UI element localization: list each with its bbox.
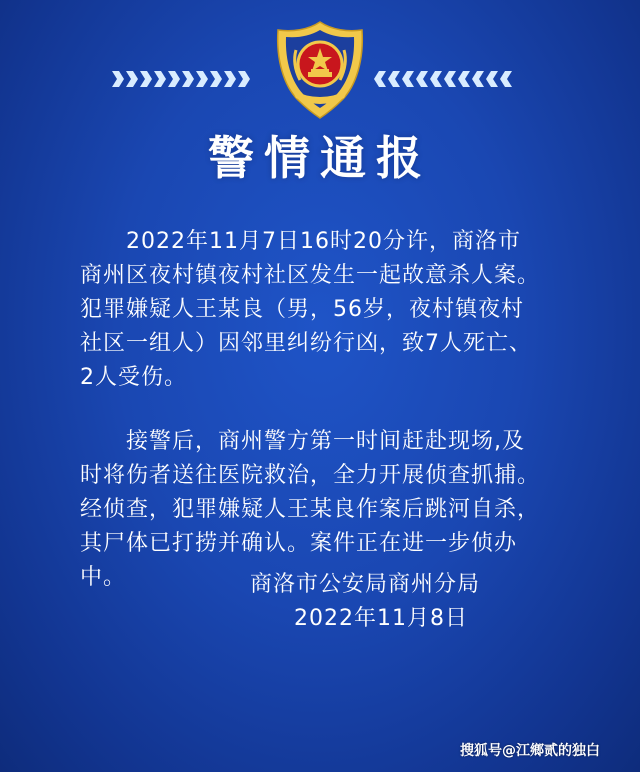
source-watermark: 搜狐号@江鄉贰的独白 bbox=[460, 743, 600, 759]
paragraph-line: 接警后，商州警方第一时间赶赴现场,及 bbox=[80, 429, 525, 454]
paragraph-line: 2人受伤。 bbox=[80, 365, 187, 390]
paragraph-line: 犯罪嫌疑人王某良（男，56岁，夜村镇夜村 bbox=[80, 297, 524, 322]
paragraph-line: 2022年11月7日16时20分许，商洛市 bbox=[80, 229, 521, 254]
paragraph-line: 时将伤者送往医院救治，全力开展侦查抓捕。 bbox=[80, 463, 541, 488]
issuing-organization: 商洛市公安局商州分局 bbox=[250, 572, 481, 597]
right-chevron-decoration bbox=[374, 69, 514, 89]
issue-date: 2022年11月8日 bbox=[294, 606, 468, 631]
paragraph-line: 商州区夜村镇夜村社区发生一起故意杀人案。 bbox=[80, 263, 541, 288]
paragraph-line: 其尸体已打捞并确认。案件正在进一步侦办 bbox=[80, 531, 518, 556]
left-chevron-decoration bbox=[112, 69, 252, 89]
paragraph-line: 中。 bbox=[80, 565, 127, 590]
notice-body bbox=[80, 225, 580, 595]
signature-block bbox=[250, 568, 570, 636]
notice-title: 警情通报 bbox=[208, 131, 432, 185]
paragraph-line: 经侦查，犯罪嫌疑人王某良作案后跳河自杀， bbox=[80, 497, 541, 522]
header-banner bbox=[0, 12, 640, 112]
paragraph-line: 社区一组人）因邻里纠纷行凶，致7人死亡、 bbox=[80, 331, 532, 356]
police-badge-icon bbox=[268, 20, 372, 120]
paragraph-incident bbox=[80, 225, 580, 395]
